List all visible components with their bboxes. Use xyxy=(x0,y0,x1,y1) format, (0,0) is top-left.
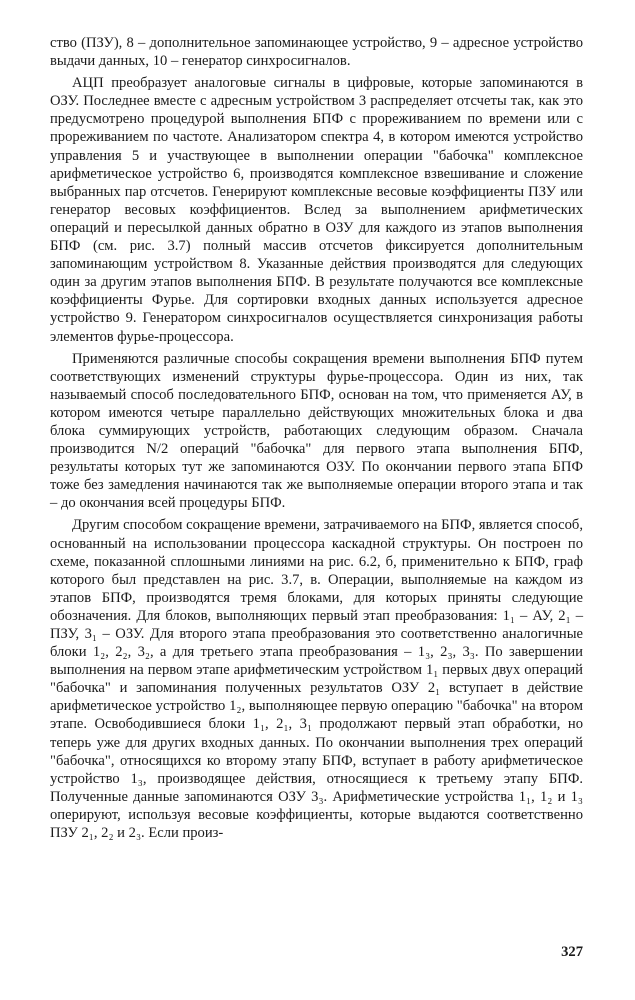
page-body xyxy=(50,34,583,846)
paragraph-continuation: ство (ПЗУ), 8 – дополнительное запоминающее устройство, 9 – адресное устройство выдачи данных, 10 – генератор синхросигналов. xyxy=(50,35,583,70)
page-number: 327 xyxy=(561,944,583,960)
paragraph-adc: АЦП преобразует аналоговые сигналы в цифровые, которые запоминаются в ОЗУ. Последнее вместе с адресным устройством 3 распределяет отсчеты так, как это предусмотрено процедурой выполнения БПФ с прореживанием по времени или с прореживанием по частоте. Анализатором спектра 4, в котором имеются устройство управления 5 и участвующее в выполнении операции "бабочка" комплексное арифметическое устройство 6, производятся комплексное взвешивание и сложение выбранных пар отсчетов. Генерируют комплексные весовые коэффициенты ПЗУ или генератор весовых коэффициентов. Вслед за выполнением арифметических операций и пересылкой данных обратно в ОЗУ для каждого из этапов выполнения БПФ (см. рис. 3.7) полный массив отсчетов фиксируется дополнительным запоминающим устройством 8. Указанные действия производятся для следующих один за другим этапов выполнения БПФ. В результате получаются все комплексные коэффициенты Фурье. Для сортировки входных данных используется адресное устройство 9. Генератором синхросигналов осуществляется синхронизация работы элементов фурье-процессора. xyxy=(50,75,583,345)
paragraph-cascade: Другим способом сокращение времени, затрачиваемого на БПФ, является способ, основанный на использовании процессора каскадной структуры. Он построен по схеме, показанной сплошными линиями на рис. 6.2, б, применительно к БПФ, граф которого был представлен на рис. 3.7, в. Операции, выполняемые на каждом из этапов БПФ, производятся тремя блоками, для которых приняты следующие обозначения. Для блоков, выполняющих первый этап преобразования: 1₁ – АУ, 2₁ – ПЗУ, 3₁ – ОЗУ. Для второго этапа преобразования это соответственно аналогичные блоки 1₂, 2₂, 3₂, а для третьего этапа преобразования – 1₃, 2₃, 3₃. По завершении выполнения на первом этапе арифметическим устройством 1₁ первых двух операций "бабочка" и запоминания полученных результатов ОЗУ 2₁ вступает в действие арифметическое устройство 1₂, выполняющее первую операцию "бабочка" на втором этапе. Освободившиеся блоки 1₁, 2₁, 3₁ продолжают первый этап обработки, но теперь уже для других входных данных. По окончании выполнения трех операций "бабочка", относящихся ко второму этапу БПФ, вступает в работу арифметическое устройство 1₃, производящее действия, относящиеся к третьему этапу БПФ. Полученные данные запоминаются ОЗУ 3₃. Арифметические устройства 1₁, 1₂ и 1₃ оперируют, используя весовые коэффициенты, которые выдаются соответственно ПЗУ 2₁, 2₂ и 2₃. Если произ- xyxy=(50,517,583,842)
paragraph-methods: Применяются различные способы сокращения времени выполнения БПФ путем соответствующих изменений структуры фурье-процессора. Один из них, так называемый способ последовательного БПФ, основан на том, что применяется АУ, в котором имеются четыре параллельно действующих множительных блока и два блока суммирующих устройств, работающих следующим образом. Сначала производится N/2 операций "бабочка" для первого этапа выполнения БПФ, результаты которых тут же запоминаются ОЗУ. По окончании первого этапа БПФ тоже без замедления начинаются так же выполняемые операции второго этапа и так – до окончания всей процедуры БПФ. xyxy=(50,350,583,512)
